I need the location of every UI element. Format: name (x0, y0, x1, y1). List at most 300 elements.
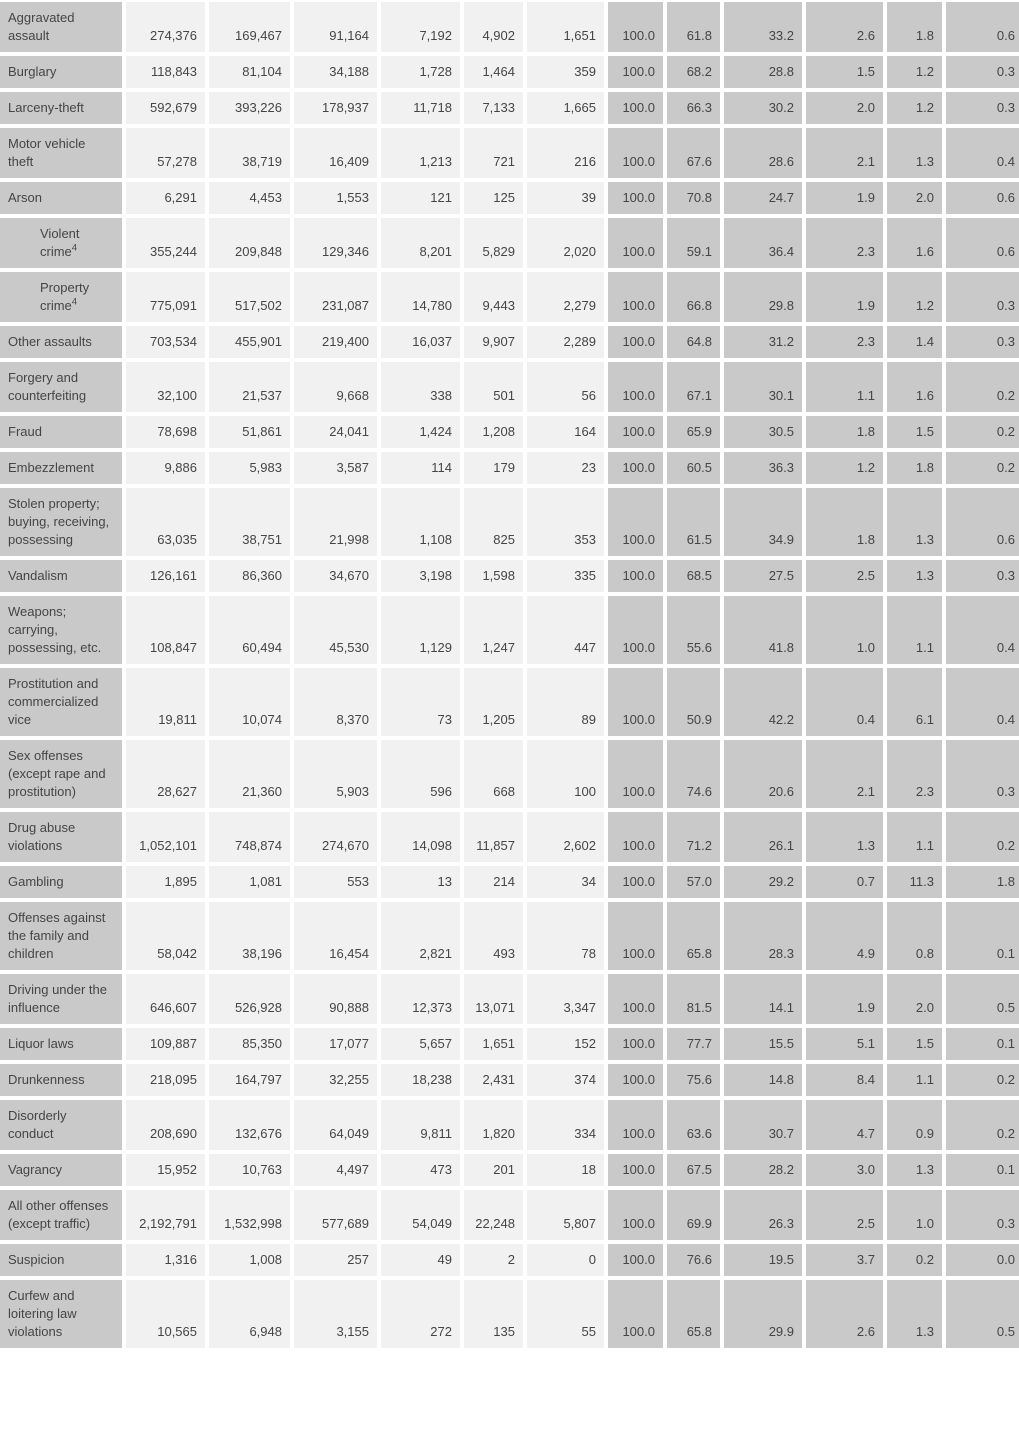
percent-cell: 100.0 (608, 740, 663, 808)
percent-cell: 30.5 (724, 416, 802, 448)
count-cell: 334 (527, 1100, 604, 1150)
percent-cell: 0.2 (946, 416, 1019, 448)
percent-cell: 100.0 (608, 1244, 663, 1276)
count-cell: 11,857 (464, 812, 523, 862)
offense-text: Property crime (40, 280, 90, 313)
count-cell: 216 (527, 128, 604, 178)
offense-text: Motor vehicle theft (8, 136, 86, 169)
percent-cell: 1.3 (887, 1280, 942, 1348)
count-cell: 56 (527, 362, 604, 412)
table-row (0, 2, 1019, 52)
percent-cell: 100.0 (608, 128, 663, 178)
table-row (0, 1064, 1019, 1096)
percent-cell: 100.0 (608, 596, 663, 664)
count-cell: 78 (527, 902, 604, 970)
count-cell: 18 (527, 1154, 604, 1186)
offense-label (0, 1154, 122, 1186)
count-cell: 1,052,101 (126, 812, 205, 862)
percent-cell: 67.6 (667, 128, 720, 178)
table-row (0, 326, 1019, 358)
table-row (0, 218, 1019, 268)
percent-cell: 36.3 (724, 452, 802, 484)
percent-cell: 1.3 (887, 560, 942, 592)
offense-text: Suspicion (8, 1252, 65, 1267)
count-cell: 10,074 (209, 668, 290, 736)
percent-cell: 28.3 (724, 902, 802, 970)
percent-cell: 61.5 (667, 488, 720, 556)
count-cell: 34 (527, 866, 604, 898)
table-row (0, 128, 1019, 178)
count-cell: 4,453 (209, 182, 290, 214)
count-cell: 89 (527, 668, 604, 736)
count-cell: 2,289 (527, 326, 604, 358)
offense-text: Fraud (8, 424, 42, 439)
percent-cell: 1.8 (887, 452, 942, 484)
percent-cell: 0.3 (946, 92, 1019, 124)
table-row (0, 668, 1019, 736)
table-row (0, 452, 1019, 484)
percent-cell: 0.5 (946, 974, 1019, 1024)
percent-cell: 20.6 (724, 740, 802, 808)
count-cell: 218,095 (126, 1064, 205, 1096)
percent-cell: 100.0 (608, 416, 663, 448)
percent-cell: 3.0 (806, 1154, 883, 1186)
percent-cell: 42.2 (724, 668, 802, 736)
percent-cell: 1.4 (887, 326, 942, 358)
count-cell: 501 (464, 362, 523, 412)
percent-cell: 15.5 (724, 1028, 802, 1060)
count-cell: 14,098 (381, 812, 460, 862)
percent-cell: 68.5 (667, 560, 720, 592)
percent-cell: 1.2 (887, 92, 942, 124)
percent-cell: 100.0 (608, 56, 663, 88)
count-cell: 721 (464, 128, 523, 178)
count-cell: 81,104 (209, 56, 290, 88)
percent-cell: 100.0 (608, 272, 663, 322)
count-cell: 85,350 (209, 1028, 290, 1060)
percent-cell: 0.6 (946, 488, 1019, 556)
percent-cell: 100.0 (608, 1154, 663, 1186)
table-row (0, 272, 1019, 322)
count-cell: 21,537 (209, 362, 290, 412)
count-cell: 17,077 (294, 1028, 377, 1060)
offense-label (0, 740, 122, 808)
percent-cell: 1.1 (887, 596, 942, 664)
percent-cell: 1.6 (887, 362, 942, 412)
percent-cell: 1.0 (806, 596, 883, 664)
percent-cell: 0.8 (887, 902, 942, 970)
percent-cell: 0.2 (946, 812, 1019, 862)
count-cell: 28,627 (126, 740, 205, 808)
count-cell: 0 (527, 1244, 604, 1276)
percent-cell: 65.9 (667, 416, 720, 448)
percent-cell: 64.8 (667, 326, 720, 358)
count-cell: 1,213 (381, 128, 460, 178)
offense-label (0, 668, 122, 736)
percent-cell: 1.2 (806, 452, 883, 484)
percent-cell: 41.8 (724, 596, 802, 664)
percent-cell: 50.9 (667, 668, 720, 736)
percent-cell: 100.0 (608, 452, 663, 484)
count-cell: 2,192,791 (126, 1190, 205, 1240)
count-cell: 10,763 (209, 1154, 290, 1186)
count-cell: 748,874 (209, 812, 290, 862)
count-cell: 4,497 (294, 1154, 377, 1186)
count-cell: 1,820 (464, 1100, 523, 1150)
count-cell: 274,670 (294, 812, 377, 862)
percent-cell: 29.8 (724, 272, 802, 322)
count-cell: 38,751 (209, 488, 290, 556)
offense-text: Prostitution and commercialized vice (8, 676, 99, 727)
percent-cell: 2.0 (887, 182, 942, 214)
count-cell: 1,598 (464, 560, 523, 592)
count-cell: 231,087 (294, 272, 377, 322)
percent-cell: 0.2 (887, 1244, 942, 1276)
percent-cell: 65.8 (667, 1280, 720, 1348)
percent-cell: 30.7 (724, 1100, 802, 1150)
percent-cell: 100.0 (608, 668, 663, 736)
percent-cell: 4.7 (806, 1100, 883, 1150)
table-row (0, 902, 1019, 970)
offense-label (0, 1100, 122, 1150)
offense-text: Larceny-theft (8, 100, 84, 115)
offense-label (0, 1244, 122, 1276)
percent-cell: 71.2 (667, 812, 720, 862)
count-cell: 1,424 (381, 416, 460, 448)
count-cell: 60,494 (209, 596, 290, 664)
count-cell: 2,821 (381, 902, 460, 970)
percent-cell: 34.9 (724, 488, 802, 556)
percent-cell: 100.0 (608, 902, 663, 970)
percent-cell: 1.8 (887, 2, 942, 52)
count-cell: 1,108 (381, 488, 460, 556)
count-cell: 5,903 (294, 740, 377, 808)
table-row (0, 1154, 1019, 1186)
table-row (0, 56, 1019, 88)
offense-text: All other offenses (except traffic) (8, 1198, 109, 1231)
offense-label (0, 416, 122, 448)
percent-cell: 1.9 (806, 272, 883, 322)
percent-cell: 0.3 (946, 56, 1019, 88)
count-cell: 335 (527, 560, 604, 592)
percent-cell: 0.4 (806, 668, 883, 736)
count-cell: 13 (381, 866, 460, 898)
count-cell: 78,698 (126, 416, 205, 448)
percent-cell: 1.0 (887, 1190, 942, 1240)
count-cell: 1,081 (209, 866, 290, 898)
table-row (0, 812, 1019, 862)
percent-cell: 60.5 (667, 452, 720, 484)
percent-cell: 2.1 (806, 128, 883, 178)
offense-label (0, 1064, 122, 1096)
table-row (0, 488, 1019, 556)
count-cell: 209,848 (209, 218, 290, 268)
offense-label (0, 2, 122, 52)
percent-cell: 55.6 (667, 596, 720, 664)
percent-cell: 0.1 (946, 1028, 1019, 1060)
percent-cell: 33.2 (724, 2, 802, 52)
count-cell: 1,553 (294, 182, 377, 214)
count-cell: 32,100 (126, 362, 205, 412)
offense-label (0, 128, 122, 178)
percent-cell: 0.4 (946, 128, 1019, 178)
table-row (0, 362, 1019, 412)
count-cell: 274,376 (126, 2, 205, 52)
percent-cell: 2.5 (806, 1190, 883, 1240)
offense-label (0, 1190, 122, 1240)
percent-cell: 69.9 (667, 1190, 720, 1240)
count-cell: 2,279 (527, 272, 604, 322)
table-row (0, 1100, 1019, 1150)
count-cell: 257 (294, 1244, 377, 1276)
offense-text: Sex offenses (except rape and prostitution) (8, 748, 106, 799)
table-row (0, 416, 1019, 448)
count-cell: 9,443 (464, 272, 523, 322)
count-cell: 12,373 (381, 974, 460, 1024)
count-cell: 22,248 (464, 1190, 523, 1240)
count-cell: 2,431 (464, 1064, 523, 1096)
percent-cell: 0.3 (946, 560, 1019, 592)
percent-cell: 2.0 (887, 974, 942, 1024)
count-cell: 577,689 (294, 1190, 377, 1240)
count-cell: 7,133 (464, 92, 523, 124)
count-cell: 1,651 (464, 1028, 523, 1060)
percent-cell: 19.5 (724, 1244, 802, 1276)
count-cell: 5,807 (527, 1190, 604, 1240)
count-cell: 38,196 (209, 902, 290, 970)
offense-text: Offenses against the family and children (8, 910, 106, 961)
percent-cell: 1.3 (887, 488, 942, 556)
count-cell: 3,347 (527, 974, 604, 1024)
count-cell: 15,952 (126, 1154, 205, 1186)
count-cell: 5,829 (464, 218, 523, 268)
offense-label (0, 560, 122, 592)
count-cell: 164,797 (209, 1064, 290, 1096)
count-cell: 3,587 (294, 452, 377, 484)
percent-cell: 74.6 (667, 740, 720, 808)
count-cell: 272 (381, 1280, 460, 1348)
count-cell: 9,668 (294, 362, 377, 412)
count-cell: 6,291 (126, 182, 205, 214)
count-cell: 592,679 (126, 92, 205, 124)
percent-cell: 27.5 (724, 560, 802, 592)
percent-cell: 5.1 (806, 1028, 883, 1060)
offense-text: Embezzlement (8, 460, 94, 475)
count-cell: 6,948 (209, 1280, 290, 1348)
count-cell: 473 (381, 1154, 460, 1186)
offense-label (0, 272, 122, 322)
percent-cell: 0.3 (946, 326, 1019, 358)
percent-cell: 75.6 (667, 1064, 720, 1096)
count-cell: 1,532,998 (209, 1190, 290, 1240)
count-cell: 164 (527, 416, 604, 448)
table-row (0, 1244, 1019, 1276)
percent-cell: 0.0 (946, 1244, 1019, 1276)
count-cell: 21,998 (294, 488, 377, 556)
count-cell: 1,008 (209, 1244, 290, 1276)
count-cell: 39 (527, 182, 604, 214)
count-cell: 9,886 (126, 452, 205, 484)
percent-cell: 28.8 (724, 56, 802, 88)
percent-cell: 100.0 (608, 1190, 663, 1240)
percent-cell: 1.1 (806, 362, 883, 412)
table-row (0, 560, 1019, 592)
offense-label (0, 812, 122, 862)
count-cell: 73 (381, 668, 460, 736)
offense-text: Driving under the influence (8, 982, 107, 1015)
offense-text: Burglary (8, 64, 57, 79)
count-cell: 55 (527, 1280, 604, 1348)
count-cell: 34,188 (294, 56, 377, 88)
percent-cell: 1.8 (806, 416, 883, 448)
percent-cell: 0.4 (946, 596, 1019, 664)
percent-cell: 1.3 (887, 1154, 942, 1186)
offense-label (0, 1028, 122, 1060)
count-cell: 23 (527, 452, 604, 484)
table-row (0, 92, 1019, 124)
percent-cell: 0.2 (946, 362, 1019, 412)
count-cell: 91,164 (294, 2, 377, 52)
percent-cell: 100.0 (608, 182, 663, 214)
count-cell: 51,861 (209, 416, 290, 448)
percent-cell: 0.3 (946, 272, 1019, 322)
count-cell: 1,665 (527, 92, 604, 124)
count-cell: 16,454 (294, 902, 377, 970)
count-cell: 3,155 (294, 1280, 377, 1348)
percent-cell: 2.6 (806, 2, 883, 52)
percent-cell: 29.9 (724, 1280, 802, 1348)
percent-cell: 1.8 (806, 488, 883, 556)
count-cell: 38,719 (209, 128, 290, 178)
count-cell: 21,360 (209, 740, 290, 808)
count-cell: 108,847 (126, 596, 205, 664)
footnote-marker: 4 (71, 242, 78, 254)
count-cell: 86,360 (209, 560, 290, 592)
count-cell: 179 (464, 452, 523, 484)
offense-label (0, 596, 122, 664)
percent-cell: 100.0 (608, 812, 663, 862)
count-cell: 100 (527, 740, 604, 808)
count-cell: 596 (381, 740, 460, 808)
offense-label (0, 56, 122, 88)
percent-cell: 100.0 (608, 362, 663, 412)
offense-text: Weapons; carrying, possessing, etc. (8, 604, 102, 655)
percent-cell: 100.0 (608, 488, 663, 556)
count-cell: 64,049 (294, 1100, 377, 1150)
percent-cell: 1.5 (887, 416, 942, 448)
count-cell: 24,041 (294, 416, 377, 448)
percent-cell: 2.3 (806, 326, 883, 358)
count-cell: 8,201 (381, 218, 460, 268)
percent-cell: 28.2 (724, 1154, 802, 1186)
count-cell: 32,255 (294, 1064, 377, 1096)
percent-cell: 1.3 (887, 128, 942, 178)
percent-cell: 30.1 (724, 362, 802, 412)
percent-cell: 2.0 (806, 92, 883, 124)
percent-cell: 2.3 (806, 218, 883, 268)
count-cell: 1,316 (126, 1244, 205, 1276)
percent-cell: 0.2 (946, 1064, 1019, 1096)
percent-cell: 24.7 (724, 182, 802, 214)
offense-text: Gambling (8, 874, 64, 889)
count-cell: 9,907 (464, 326, 523, 358)
count-cell: 11,718 (381, 92, 460, 124)
offense-text: Liquor laws (8, 1036, 74, 1051)
percent-cell: 67.1 (667, 362, 720, 412)
percent-cell: 28.6 (724, 128, 802, 178)
percent-cell: 0.3 (946, 1190, 1019, 1240)
offense-text: Disorderly conduct (8, 1108, 67, 1141)
count-cell: 201 (464, 1154, 523, 1186)
percent-cell: 0.3 (946, 740, 1019, 808)
offense-label (0, 974, 122, 1024)
percent-cell: 1.1 (887, 1064, 942, 1096)
percent-cell: 76.6 (667, 1244, 720, 1276)
count-cell: 1,651 (527, 2, 604, 52)
percent-cell: 8.4 (806, 1064, 883, 1096)
count-cell: 517,502 (209, 272, 290, 322)
percent-cell: 14.8 (724, 1064, 802, 1096)
percent-cell: 29.2 (724, 866, 802, 898)
percent-cell: 0.6 (946, 218, 1019, 268)
offense-text: Curfew and loitering law violations (8, 1288, 77, 1339)
percent-cell: 61.8 (667, 2, 720, 52)
count-cell: 10,565 (126, 1280, 205, 1348)
table-body (0, 2, 1019, 1348)
percent-cell: 1.5 (887, 1028, 942, 1060)
offense-label (0, 182, 122, 214)
count-cell: 359 (527, 56, 604, 88)
count-cell: 178,937 (294, 92, 377, 124)
percent-cell: 0.6 (946, 2, 1019, 52)
count-cell: 2 (464, 1244, 523, 1276)
count-cell: 34,670 (294, 560, 377, 592)
percent-cell: 2.6 (806, 1280, 883, 1348)
percent-cell: 100.0 (608, 1100, 663, 1150)
percent-cell: 1.2 (887, 272, 942, 322)
count-cell: 54,049 (381, 1190, 460, 1240)
count-cell: 169,467 (209, 2, 290, 52)
offense-label (0, 902, 122, 970)
percent-cell: 1.9 (806, 974, 883, 1024)
table-row (0, 1280, 1019, 1348)
percent-cell: 100.0 (608, 866, 663, 898)
offense-label (0, 362, 122, 412)
percent-cell: 100.0 (608, 1064, 663, 1096)
count-cell: 1,205 (464, 668, 523, 736)
offense-text: Vandalism (8, 568, 68, 583)
count-cell: 3,198 (381, 560, 460, 592)
count-cell: 5,657 (381, 1028, 460, 1060)
percent-cell: 2.1 (806, 740, 883, 808)
count-cell: 18,238 (381, 1064, 460, 1096)
percent-cell: 4.9 (806, 902, 883, 970)
table-row (0, 1190, 1019, 1240)
percent-cell: 1.3 (806, 812, 883, 862)
percent-cell: 0.7 (806, 866, 883, 898)
offense-text: Aggravated assault (8, 10, 75, 43)
table-row (0, 740, 1019, 808)
percent-cell: 100.0 (608, 92, 663, 124)
count-cell: 121 (381, 182, 460, 214)
percent-cell: 1.5 (806, 56, 883, 88)
table-row (0, 866, 1019, 898)
offense-label (0, 1280, 122, 1348)
percent-cell: 66.8 (667, 272, 720, 322)
footnote-marker: 4 (71, 296, 78, 308)
percent-cell: 77.7 (667, 1028, 720, 1060)
count-cell: 14,780 (381, 272, 460, 322)
